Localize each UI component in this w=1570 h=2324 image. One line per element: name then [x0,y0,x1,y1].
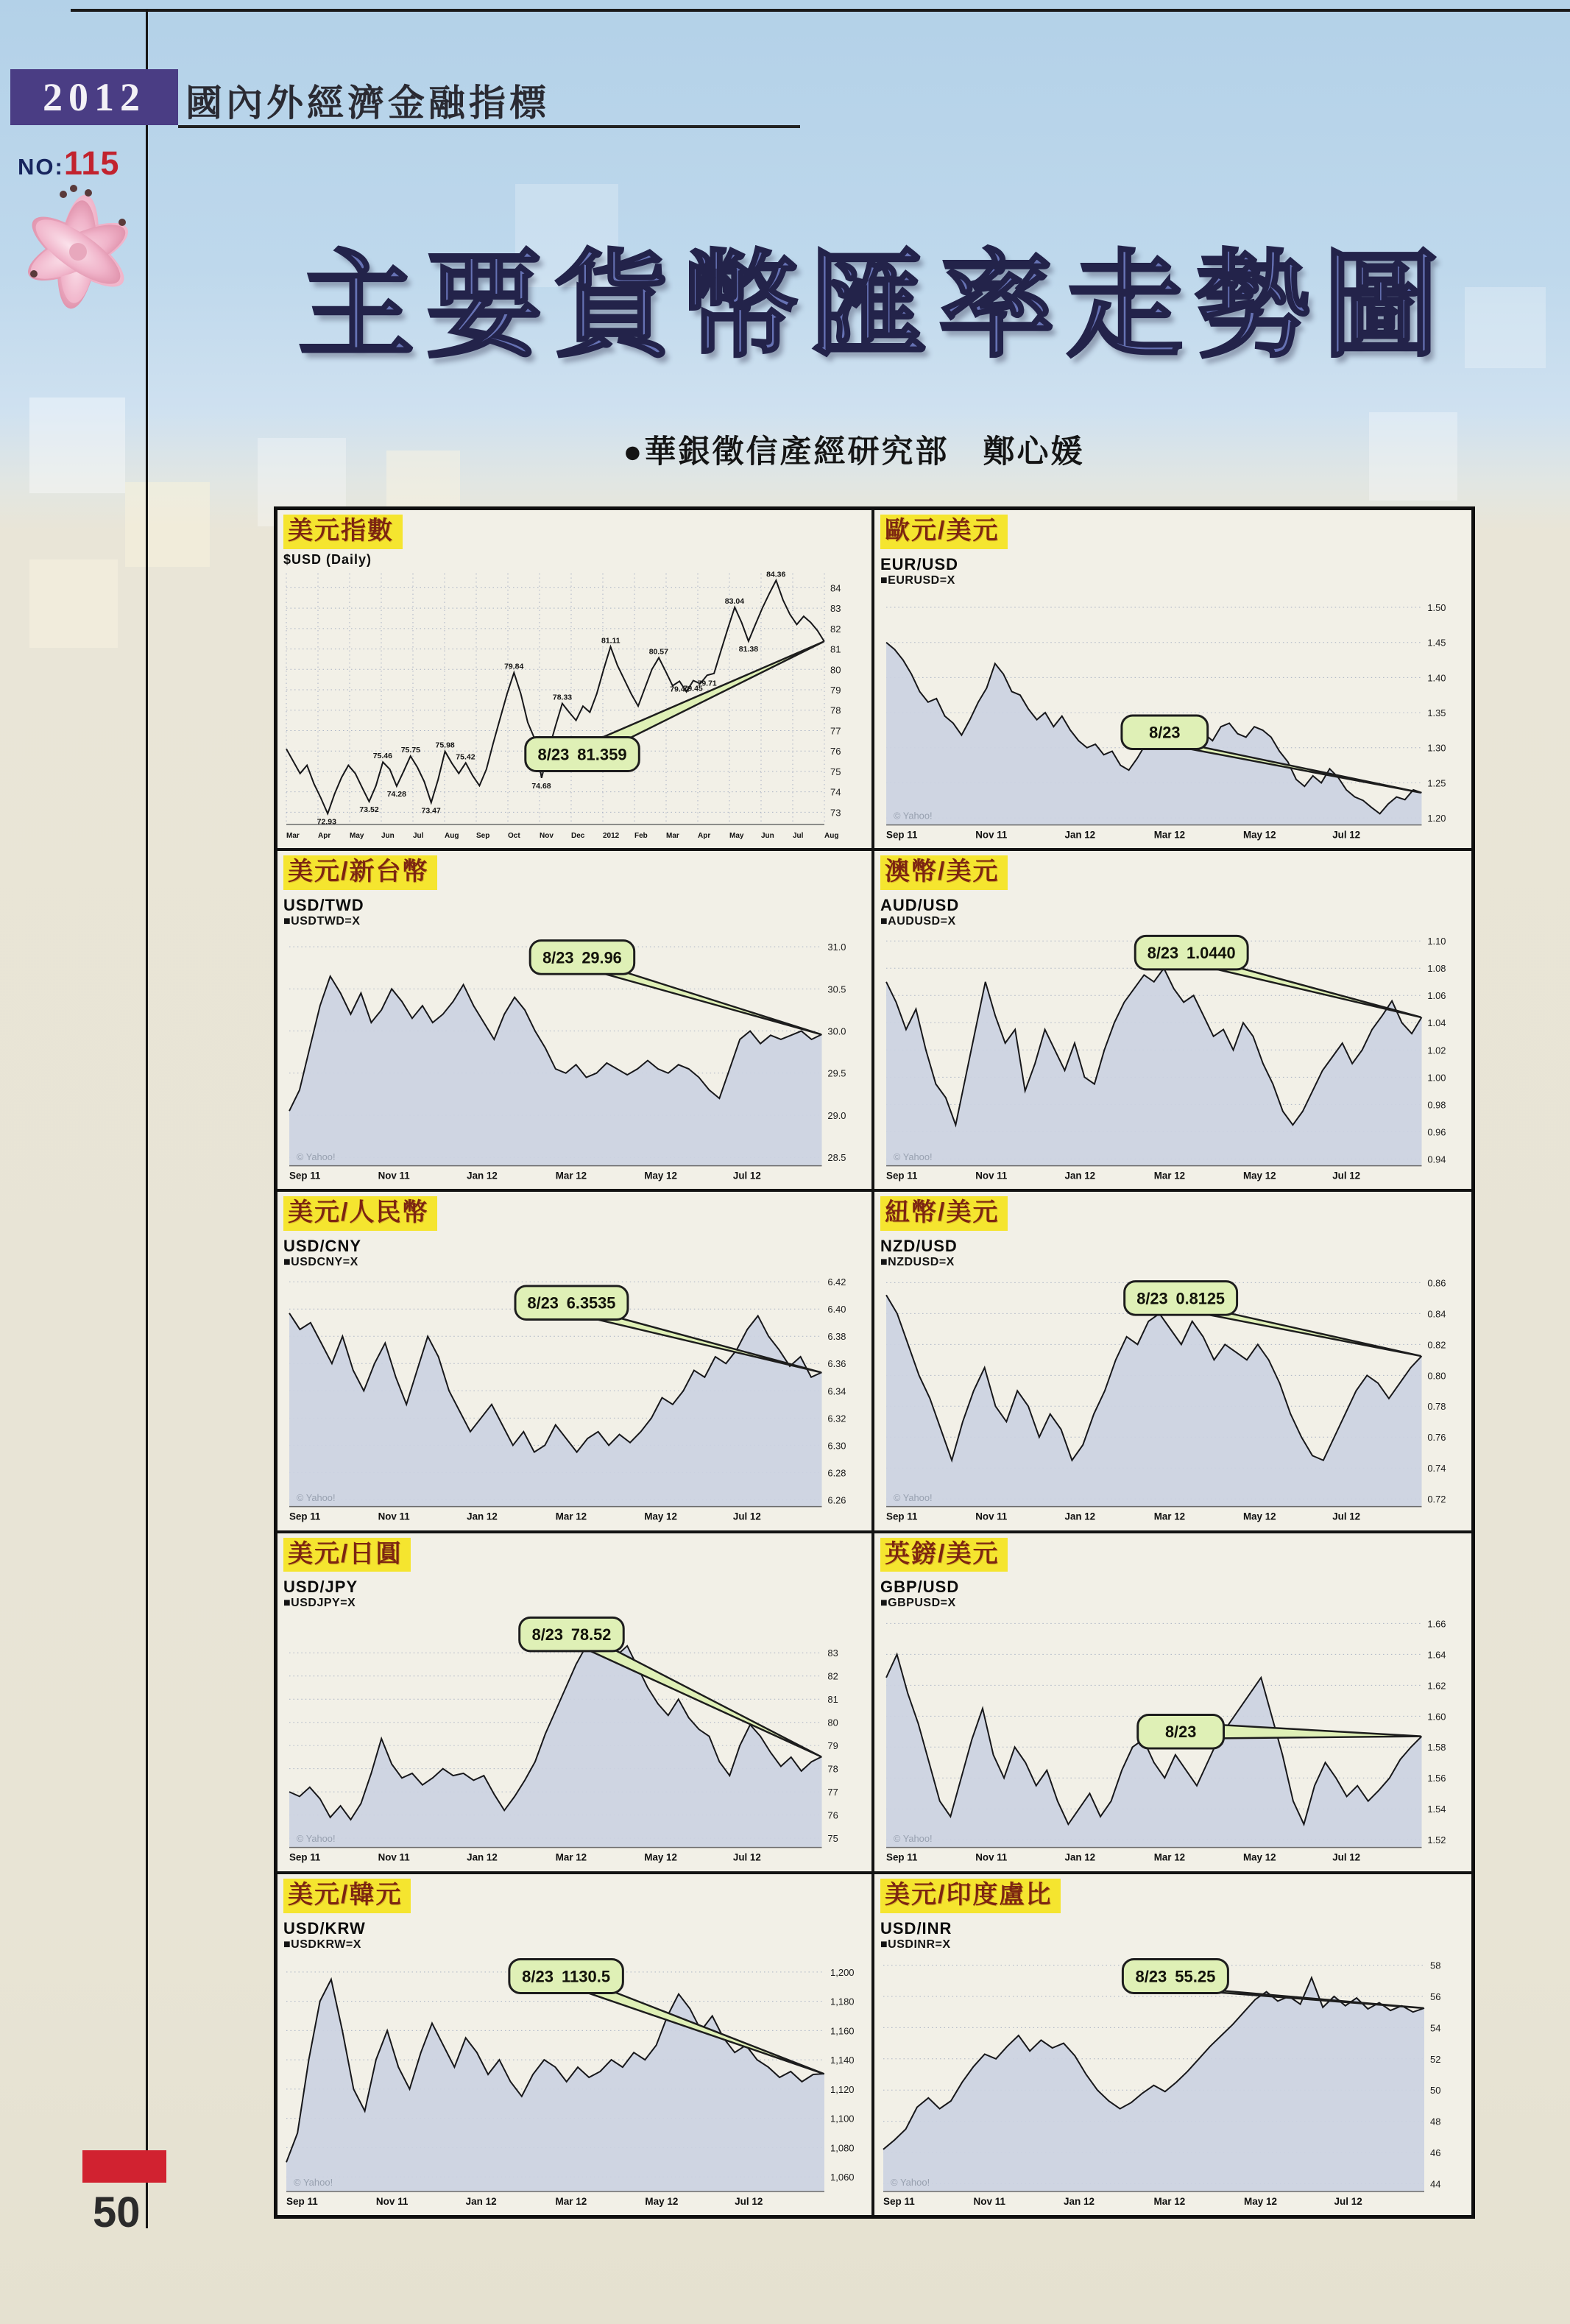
svg-text:0.84: 0.84 [1427,1308,1446,1320]
svg-text:0.76: 0.76 [1427,1432,1446,1444]
svg-text:Jul 12: Jul 12 [732,1511,761,1522]
svg-text:8/23 81.359: 8/23 81.359 [537,745,627,764]
chart-title-nzd-usd: 紐幣/美元 [880,1196,1008,1231]
svg-text:Nov 11: Nov 11 [975,1170,1008,1182]
svg-text:83.04: 83.04 [724,596,745,606]
mosaic-tile [29,398,125,493]
svg-text:Apr: Apr [318,831,331,840]
svg-text:76: 76 [827,1809,838,1821]
svg-text:1.58: 1.58 [1427,1742,1446,1753]
svg-text:2012: 2012 [603,831,620,840]
svg-text:May 12: May 12 [644,1851,677,1863]
svg-text:8/23 0.8125: 8/23 0.8125 [1136,1289,1226,1308]
svg-text:Aug: Aug [824,831,839,840]
issue-value: 115 [63,144,120,182]
svg-text:6.38: 6.38 [827,1331,846,1343]
chart-canvas-usd-krw [283,1953,866,2211]
svg-text:May 12: May 12 [1243,1851,1276,1863]
ticker-pair: GBP/USD [880,1578,960,1597]
chart-canvas-nzd-usd [880,1271,1465,1525]
lily-flower-icon [4,172,155,327]
callout-bubble-usd-cny [515,1286,821,1372]
svg-text:8/23 1.0440: 8/23 1.0440 [1147,944,1236,963]
svg-text:73: 73 [830,807,841,819]
svg-text:Sep 11: Sep 11 [886,829,918,841]
svg-text:0.72: 0.72 [1427,1494,1446,1505]
svg-text:1.66: 1.66 [1427,1618,1446,1630]
svg-text:Jun: Jun [381,831,395,840]
svg-text:Jul 12: Jul 12 [1332,1851,1361,1863]
svg-text:29.0: 29.0 [827,1109,846,1121]
chart-title-usd-inr: 美元/印度盧比 [880,1879,1061,1913]
svg-text:1,140: 1,140 [830,2054,855,2066]
svg-text:1.25: 1.25 [1427,777,1446,789]
ticker-pair: EUR/USD [880,554,959,573]
svg-text:Nov 11: Nov 11 [975,829,1008,841]
svg-text:79.84: 79.84 [504,662,524,671]
yahoo-watermark: © Yahoo! [296,1491,336,1503]
svg-text:6.26: 6.26 [827,1494,846,1506]
svg-text:79.45: 79.45 [683,684,703,693]
svg-text:Sep 11: Sep 11 [886,1851,918,1863]
page-title: 主要貨幣匯率走勢圖 [298,241,1451,371]
svg-text:6.34: 6.34 [827,1385,846,1397]
mosaic-tile [29,559,118,648]
svg-text:77: 77 [830,725,841,737]
issue-label: NO: [18,154,64,180]
svg-text:6.36: 6.36 [827,1358,846,1370]
svg-text:79: 79 [830,684,841,696]
mosaic-tile [125,482,210,567]
yahoo-watermark: © Yahoo! [893,810,933,822]
svg-text:Jul 12: Jul 12 [732,1851,761,1863]
svg-text:1.06: 1.06 [1427,990,1446,1002]
ticker-symbol: ■GBPUSD=X [880,1597,956,1610]
year-badge-label: 2012 [43,75,146,119]
svg-text:80: 80 [830,664,841,676]
svg-text:44: 44 [1430,2178,1441,2189]
svg-text:75: 75 [827,1833,838,1845]
svg-text:54: 54 [1430,2021,1441,2033]
svg-text:6.40: 6.40 [827,1304,846,1315]
svg-text:82: 82 [830,623,841,635]
svg-text:0.74: 0.74 [1427,1463,1446,1474]
chart-cell-usd-inr [874,1874,1471,2215]
svg-text:0.98: 0.98 [1427,1099,1446,1111]
svg-text:Nov 11: Nov 11 [973,2195,1006,2207]
svg-text:74: 74 [830,786,841,798]
svg-text:0.96: 0.96 [1427,1126,1446,1138]
svg-text:1.30: 1.30 [1427,742,1446,754]
mosaic-tile [1369,412,1457,501]
svg-text:81.11: 81.11 [601,636,620,646]
year-badge [10,69,178,125]
svg-text:May 12: May 12 [1244,2195,1278,2207]
svg-text:May 12: May 12 [644,1170,677,1182]
svg-text:Apr: Apr [698,831,711,840]
svg-text:75.98: 75.98 [435,741,455,750]
svg-text:Aug: Aug [445,831,459,840]
svg-text:6.42: 6.42 [827,1276,846,1288]
svg-text:Mar 12: Mar 12 [1153,829,1186,841]
svg-text:Sep 11: Sep 11 [289,1511,321,1522]
chart-canvas-aud-usd [880,930,1465,1184]
svg-text:1.10: 1.10 [1427,936,1446,947]
svg-text:75.42: 75.42 [456,752,475,762]
ticker-pair: USD/KRW [283,1918,366,1938]
svg-text:Sep 11: Sep 11 [289,1170,321,1182]
svg-text:Jul 12: Jul 12 [1332,1170,1361,1182]
chart-cell-aud-usd [874,851,1471,1192]
svg-text:78: 78 [827,1764,838,1776]
svg-text:Dec: Dec [571,831,585,840]
svg-text:0.80: 0.80 [1427,1370,1446,1382]
svg-text:76: 76 [830,745,841,757]
svg-text:58: 58 [1430,1960,1441,1971]
svg-text:May 12: May 12 [1243,1511,1276,1522]
svg-text:1,160: 1,160 [830,2024,855,2036]
svg-text:Jul 12: Jul 12 [732,1170,761,1182]
svg-text:81: 81 [827,1694,838,1706]
svg-text:8/23 78.52: 8/23 78.52 [531,1625,612,1645]
chart-canvas-usd-jpy [283,1611,866,1866]
ticker-pair: USD/JPY [283,1578,358,1597]
svg-text:Nov 11: Nov 11 [378,1170,410,1182]
svg-text:75.75: 75.75 [400,745,421,755]
svg-text:1.35: 1.35 [1427,707,1446,718]
svg-text:Jan 12: Jan 12 [465,2195,497,2207]
svg-text:81.38: 81.38 [738,644,759,654]
svg-text:1.45: 1.45 [1427,637,1446,649]
svg-text:28.5: 28.5 [827,1152,846,1164]
byline: ●華銀徵信產經研究部 鄭心媛 [623,434,1085,470]
svg-text:Jul 12: Jul 12 [1332,829,1361,841]
svg-text:Nov 11: Nov 11 [378,1511,410,1522]
svg-text:79.42: 79.42 [670,685,690,694]
ticker-symbol: ■USDTWD=X [283,914,361,928]
yahoo-watermark: © Yahoo! [296,1833,336,1845]
svg-text:Sep: Sep [476,831,490,840]
svg-text:73.52: 73.52 [359,805,379,814]
svg-text:1.64: 1.64 [1427,1649,1446,1661]
charts-grid [274,506,1475,2219]
yahoo-watermark: © Yahoo! [891,2176,930,2188]
header-underline [178,125,800,128]
svg-text:8/23: 8/23 [1164,1723,1197,1742]
chart-cell-usd-jpy [277,1533,874,1874]
svg-text:May 12: May 12 [1243,1170,1276,1182]
ticker-symbol: ■USDCNY=X [283,1256,358,1269]
svg-text:Sep 11: Sep 11 [883,2195,915,2207]
svg-text:Nov 11: Nov 11 [375,2195,409,2207]
svg-text:Mar 12: Mar 12 [555,1851,587,1863]
svg-text:78: 78 [830,704,841,716]
svg-text:80.57: 80.57 [648,647,668,657]
svg-text:Mar 12: Mar 12 [555,1511,587,1522]
callout-bubble-usd-index [526,641,824,771]
svg-text:56: 56 [1430,1991,1441,2002]
ticker-symbol: ■USDJPY=X [283,1597,356,1610]
svg-text:72.93: 72.93 [317,817,336,827]
chart-cell-eur-usd [874,510,1471,851]
svg-text:84: 84 [830,582,841,594]
svg-text:Sep 11: Sep 11 [886,1511,918,1522]
chart-canvas-gbp-usd [880,1611,1465,1866]
svg-text:1.62: 1.62 [1427,1680,1446,1692]
svg-text:75: 75 [830,766,841,777]
ticker-symbol: ■USDKRW=X [283,1938,361,1951]
top-rule [71,9,1570,12]
page-number-bar [82,2150,166,2183]
svg-text:83: 83 [827,1647,838,1659]
svg-text:Jan 12: Jan 12 [1064,829,1096,841]
svg-text:Nov 11: Nov 11 [975,1851,1008,1863]
svg-text:Jul 12: Jul 12 [1334,2195,1362,2207]
svg-text:30.5: 30.5 [827,983,846,995]
svg-text:77: 77 [827,1787,838,1798]
svg-text:8/23 55.25: 8/23 55.25 [1135,1967,1216,1986]
svg-text:48: 48 [1430,2116,1441,2127]
svg-text:1.54: 1.54 [1427,1804,1446,1815]
svg-text:1.50: 1.50 [1427,601,1446,613]
svg-text:1.04: 1.04 [1427,1017,1446,1029]
svg-text:1.02: 1.02 [1427,1045,1446,1056]
svg-text:81: 81 [830,643,841,655]
chart-series-label: $USD (Daily) [283,551,372,567]
svg-text:Sep 11: Sep 11 [886,1170,918,1182]
svg-text:Sep 11: Sep 11 [286,2195,318,2207]
chart-cell-usd-index [277,510,874,851]
svg-text:52: 52 [1430,2053,1441,2065]
svg-text:Jan 12: Jan 12 [467,1170,498,1182]
svg-text:0.94: 0.94 [1427,1154,1446,1165]
svg-text:Jul: Jul [793,831,804,840]
chart-cell-usd-krw [277,1874,874,2215]
chart-title-usd-index: 美元指數 [283,515,403,549]
svg-text:Mar 12: Mar 12 [1153,1511,1186,1522]
svg-text:50: 50 [1430,2084,1441,2096]
svg-text:Jul 12: Jul 12 [735,2195,763,2207]
svg-text:0.82: 0.82 [1427,1339,1446,1351]
chart-cell-usd-cny [277,1192,874,1533]
svg-text:Nov 11: Nov 11 [378,1851,410,1863]
svg-text:Mar 12: Mar 12 [1153,2195,1186,2207]
svg-text:Feb: Feb [634,831,648,840]
svg-text:Jul 12: Jul 12 [1332,1511,1361,1522]
svg-text:79.71: 79.71 [697,679,717,688]
svg-text:Jan 12: Jan 12 [1064,1851,1096,1863]
svg-text:Sep 11: Sep 11 [289,1851,321,1863]
svg-text:0.86: 0.86 [1427,1277,1446,1289]
svg-text:8/23 29.96: 8/23 29.96 [542,948,622,967]
svg-text:6.28: 6.28 [827,1467,846,1479]
svg-text:1.52: 1.52 [1427,1834,1446,1846]
chart-cell-gbp-usd [874,1533,1471,1874]
svg-text:1.56: 1.56 [1427,1773,1446,1784]
chart-canvas-eur-usd [880,589,1465,844]
svg-text:Mar 12: Mar 12 [1153,1851,1186,1863]
svg-text:73.47: 73.47 [421,806,441,816]
svg-text:Jan 12: Jan 12 [1064,1170,1096,1182]
callout-bubble-usd-twd [530,941,821,1034]
svg-text:1,060: 1,060 [830,2171,855,2183]
svg-text:79: 79 [827,1740,838,1752]
svg-text:1,080: 1,080 [830,2141,855,2153]
chart-canvas-usd-twd [283,930,866,1184]
ticker-pair: USD/CNY [283,1237,362,1256]
svg-text:1,200: 1,200 [830,1966,855,1978]
ticker-symbol: ■EURUSD=X [880,573,955,587]
svg-text:80: 80 [827,1717,838,1729]
ticker-symbol: ■NZDUSD=X [880,1256,955,1269]
yahoo-watermark: © Yahoo! [893,1833,933,1845]
yahoo-watermark: © Yahoo! [893,1151,933,1162]
svg-text:Mar 12: Mar 12 [1153,1170,1186,1182]
svg-text:Jan 12: Jan 12 [467,1851,498,1863]
yahoo-watermark: © Yahoo! [294,2176,333,2188]
chart-cell-nzd-usd [874,1192,1471,1533]
svg-text:84.36: 84.36 [766,570,786,579]
chart-cell-usd-twd [277,851,874,1192]
yahoo-watermark: © Yahoo! [296,1151,336,1162]
svg-text:1.40: 1.40 [1427,672,1446,684]
svg-text:Mar 12: Mar 12 [555,1170,587,1182]
chart-canvas-usd-index [283,569,866,844]
svg-text:Nov 11: Nov 11 [975,1511,1008,1522]
ticker-pair: USD/INR [880,1918,952,1938]
page-number: 50 [93,2189,141,2236]
svg-text:30.0: 30.0 [827,1025,846,1037]
svg-text:6.30: 6.30 [827,1440,846,1452]
chart-title-usd-krw: 美元/韓元 [283,1879,411,1913]
svg-text:May 12: May 12 [1243,829,1276,841]
yahoo-watermark: © Yahoo! [893,1491,933,1503]
svg-text:May: May [729,831,744,840]
svg-text:1,180: 1,180 [830,1996,855,2007]
chart-canvas-usd-inr [880,1953,1465,2211]
svg-text:May: May [350,831,364,840]
chart-canvas-usd-cny [283,1271,866,1525]
chart-title-aud-usd: 澳幣/美元 [880,855,1008,890]
svg-text:1.08: 1.08 [1427,963,1446,975]
svg-text:1.20: 1.20 [1427,812,1446,824]
ticker-pair: NZD/USD [880,1237,958,1256]
svg-text:Jul: Jul [413,831,424,840]
svg-text:83: 83 [830,602,841,614]
svg-text:8/23 6.3535: 8/23 6.3535 [527,1293,616,1313]
svg-text:0.78: 0.78 [1427,1401,1446,1413]
svg-text:8/23 1130.5: 8/23 1130.5 [522,1967,611,1986]
svg-text:74.68: 74.68 [531,781,551,791]
svg-text:Mar: Mar [286,831,300,840]
ticker-symbol: ■USDINR=X [880,1938,951,1951]
chart-title-eur-usd: 歐元/美元 [880,515,1008,549]
series-title: 國內外經濟金融指標 [185,82,550,124]
svg-text:31.0: 31.0 [827,942,846,953]
chart-title-usd-twd: 美元/新台幣 [283,855,437,890]
svg-text:Mar: Mar [666,831,679,840]
svg-text:29.5: 29.5 [827,1067,846,1079]
svg-text:1.60: 1.60 [1427,1711,1446,1723]
svg-text:82: 82 [827,1671,838,1683]
svg-text:78.33: 78.33 [552,693,573,702]
svg-text:Jun: Jun [761,831,774,840]
svg-text:74.28: 74.28 [386,789,406,799]
svg-text:1,120: 1,120 [830,2083,855,2095]
svg-text:8/23: 8/23 [1149,723,1181,742]
svg-text:1.00: 1.00 [1427,1072,1446,1084]
svg-text:Mar 12: Mar 12 [555,2195,587,2207]
ticker-pair: USD/TWD [283,895,364,914]
chart-title-usd-cny: 美元/人民幣 [283,1196,437,1231]
svg-text:Jan 12: Jan 12 [467,1511,498,1522]
svg-text:46: 46 [1430,2147,1441,2158]
left-margin-rule [146,9,148,2228]
svg-text:Oct: Oct [508,831,520,840]
ticker-symbol: ■AUDUSD=X [880,914,956,928]
svg-text:May 12: May 12 [644,1511,677,1522]
svg-text:Jan 12: Jan 12 [1064,1511,1096,1522]
svg-text:Nov: Nov [540,831,554,840]
chart-title-usd-jpy: 美元/日圓 [283,1538,411,1572]
chart-title-gbp-usd: 英鎊/美元 [880,1538,1008,1572]
svg-text:75.46: 75.46 [372,751,392,760]
svg-text:May 12: May 12 [645,2195,679,2207]
svg-text:1,100: 1,100 [830,2113,855,2125]
svg-text:6.32: 6.32 [827,1413,846,1424]
svg-text:Jan 12: Jan 12 [1064,2195,1095,2207]
ticker-pair: AUD/USD [880,895,960,914]
